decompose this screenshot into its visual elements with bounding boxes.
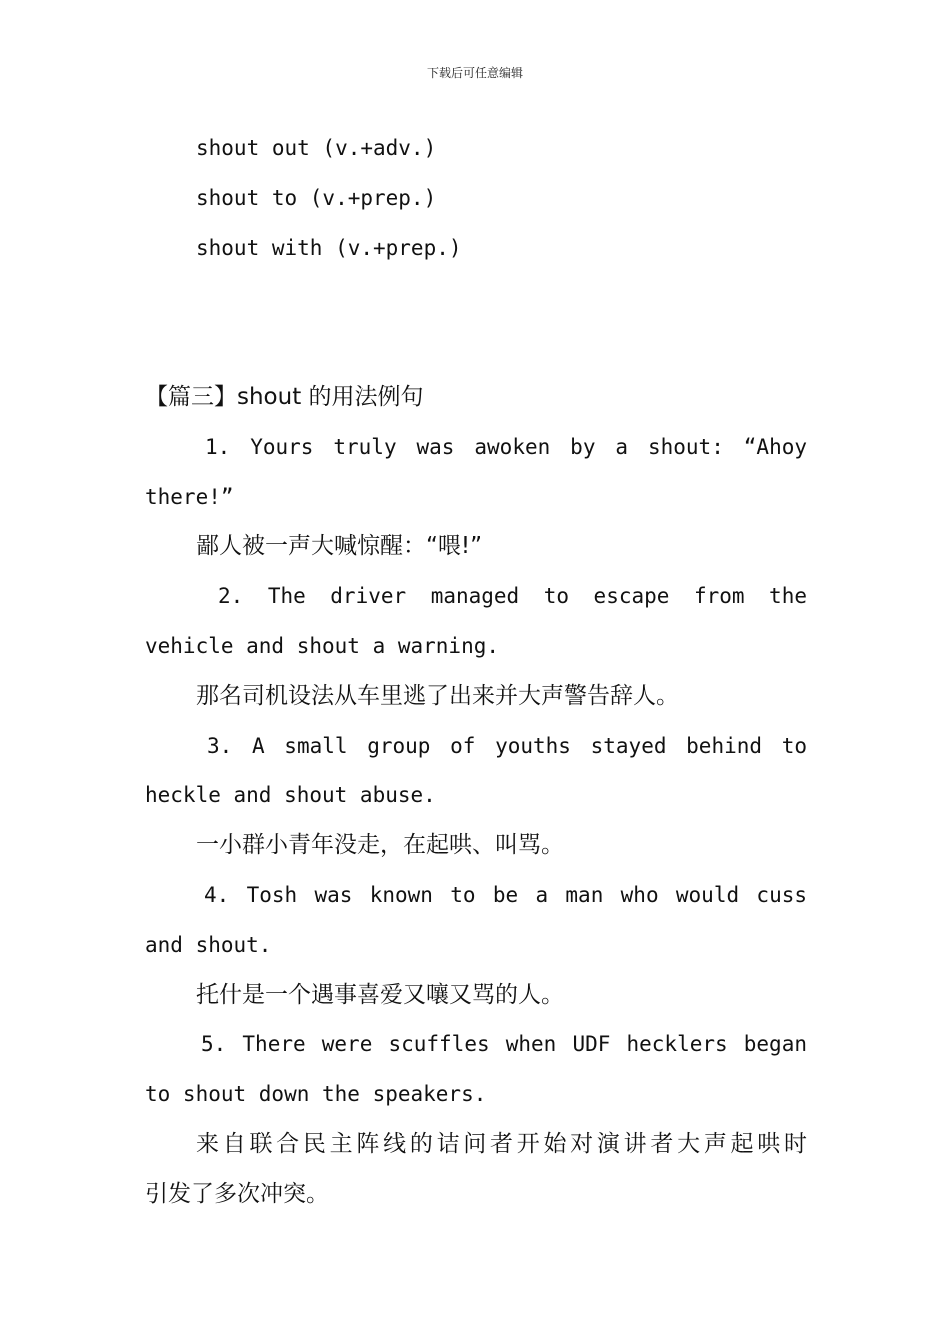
page-header: 下载后可任意编辑 xyxy=(426,66,523,80)
section-title: 【篇三】shout 的用法例句 xyxy=(145,383,424,410)
example-5-zh-line2: 引发了多次冲突。 xyxy=(145,1180,329,1207)
example-2-en-line1: 2. The driver managed to escape from the xyxy=(218,584,807,609)
phrase-shout-out: shout out (v.+adv.) xyxy=(196,136,437,160)
blank-line xyxy=(145,273,807,323)
example-1-zh: 鄙人被一声大喊惊醒：“喂!” xyxy=(196,533,483,560)
example-3-en-line2: heckle and shout abuse. xyxy=(145,783,436,808)
example-1-en-line2: there!” xyxy=(145,484,234,509)
example-4-en-line2: and shout. xyxy=(145,932,272,957)
blank-line xyxy=(145,323,807,373)
example-2-zh: 那名司机设法从车里逃了出来并大声警告辞人。 xyxy=(196,682,679,709)
example-5-en-line1: 5. There were scuffles when UDF hecklers began xyxy=(201,1032,807,1057)
document-body xyxy=(145,124,807,1220)
example-2-en-line2: vehicle and shout a warning. xyxy=(145,633,500,658)
example-4-zh: 托什是一个遇事喜爱又嚷又骂的人。 xyxy=(196,981,564,1008)
example-3-zh: 一小群小青年没走，在起哄、叫骂。 xyxy=(196,832,564,859)
example-1-en-line1: 1. Yours truly was awoken by a shout: “Ahoy xyxy=(205,434,807,459)
example-5-zh-line1: 来自联合民主阵线的诘问者开始对演讲者大声起哄时 xyxy=(196,1130,807,1157)
example-4-en-line1: 4. Tosh was known to be a man who would cuss xyxy=(204,882,807,907)
phrase-shout-with: shout with (v.+prep.) xyxy=(196,235,462,260)
example-5-en-line2: to shout down the speakers. xyxy=(145,1082,487,1107)
phrase-shout-to: shout to (v.+prep.) xyxy=(196,185,437,210)
example-3-en-line1: 3. A small group of youths stayed behind to xyxy=(207,733,807,758)
